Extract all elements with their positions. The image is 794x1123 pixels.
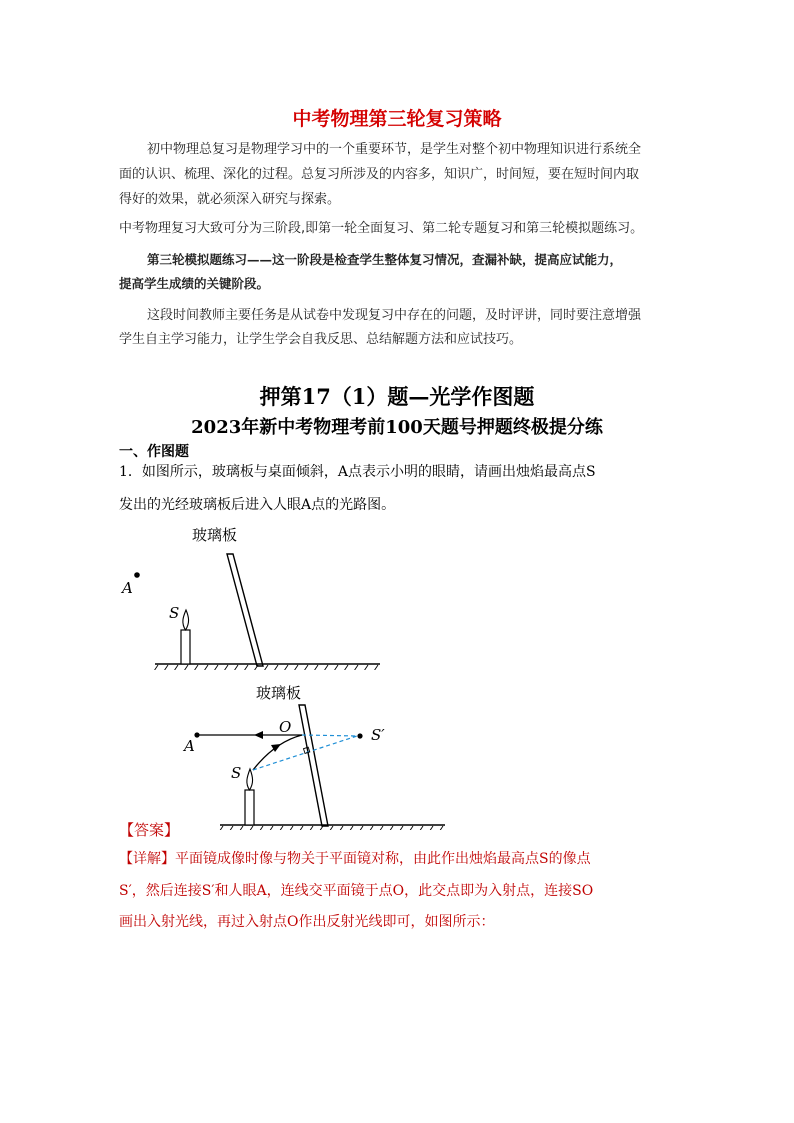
ground-hatch-2	[219, 826, 443, 830]
question-line2: 发出的光经玻璃板后进入人眼A点的光路图。	[119, 497, 396, 513]
point-o-label: O	[279, 718, 292, 736]
point-a-label: A	[122, 579, 133, 597]
answer-line3: 画出入射光线，再过入射点O作出反射光线即可，如图所示：	[119, 914, 495, 930]
point-a-dot	[134, 572, 140, 578]
detail-tag: 【详解】	[119, 851, 175, 867]
intro-p1-line3: 得好的效果，就必须深入研究与探索。	[119, 192, 341, 207]
reflected-ray-arrow	[254, 731, 263, 739]
answer-tag: 【答案】	[119, 821, 180, 839]
glass-label: 玻璃板	[192, 526, 238, 544]
answer-line1	[119, 844, 591, 874]
category-label: 一、作图题	[119, 444, 189, 460]
glass-label-2: 玻璃板	[256, 684, 302, 702]
point-a-dot-2	[194, 732, 199, 737]
flame-icon-2	[247, 769, 253, 790]
answer-line2: S′，然后连接S′和人眼A，连线交平面镜于点O，此交点即为入射点，连接SO	[119, 883, 594, 899]
figure-answer	[170, 680, 460, 830]
question-line1: 1．如图所示，玻璃板与桌面倾斜，A点表示小明的眼睛，请画出烛焰最高点S	[119, 464, 596, 480]
point-s-label-2: S	[231, 764, 242, 782]
candle	[181, 630, 190, 664]
point-a-label-2: A	[184, 737, 195, 755]
intro-p1-line2: 面的认识、梳理、深化的过程。总复习所涉及的内容多，知识广，时间短，要在短时间内取	[119, 167, 640, 182]
figure-question	[110, 520, 400, 670]
intro-p4-line1: 这段时间教师主要任务是从试卷中发现复习中存在的问题，及时评讲，同时要注意增强	[147, 308, 642, 323]
candle-2	[245, 790, 254, 825]
intro-p1-line1: 初中物理总复习是物理学习中的一个重要环节，是学生对整个初中物理知识进行系统全	[147, 142, 642, 157]
intro-p3-line2: 提高学生成绩的关键阶段。	[119, 276, 270, 291]
flame-icon	[183, 610, 189, 630]
intro-p4-line2: 学生自主学习能力，让学生学会自我反思、总结解题方法和应试技巧。	[119, 332, 523, 347]
section-heading: 押第17（1）题—光学作图题	[259, 384, 535, 409]
point-sprime-dot	[357, 733, 362, 738]
right-angle-mark	[303, 747, 309, 753]
point-s-label: S	[169, 604, 180, 622]
intro-p3-line1: 第三轮模拟题练习——这一阶段是检查学生整体复习情况，查漏补缺，提高应试能力，	[147, 252, 623, 267]
detail-text-1: 平面镜成像时像与物关于平面镜对称，由此作出烛焰最高点S的像点	[175, 851, 591, 867]
glass-plate	[227, 554, 263, 666]
ground-hatch	[154, 665, 378, 670]
point-sprime-label: S′	[371, 726, 385, 744]
section-subheading: 2023年新中考物理考前100天题号押题终极提分练	[191, 417, 603, 438]
incident-ray	[253, 735, 302, 770]
page-title: 中考物理第三轮复习策略	[292, 108, 502, 130]
intro-p2: 中考物理复习大致可分为三阶段,即第一轮全面复习、第二轮专题复习和第三轮模拟题练习。	[119, 221, 644, 236]
glass-plate-2	[299, 705, 328, 826]
